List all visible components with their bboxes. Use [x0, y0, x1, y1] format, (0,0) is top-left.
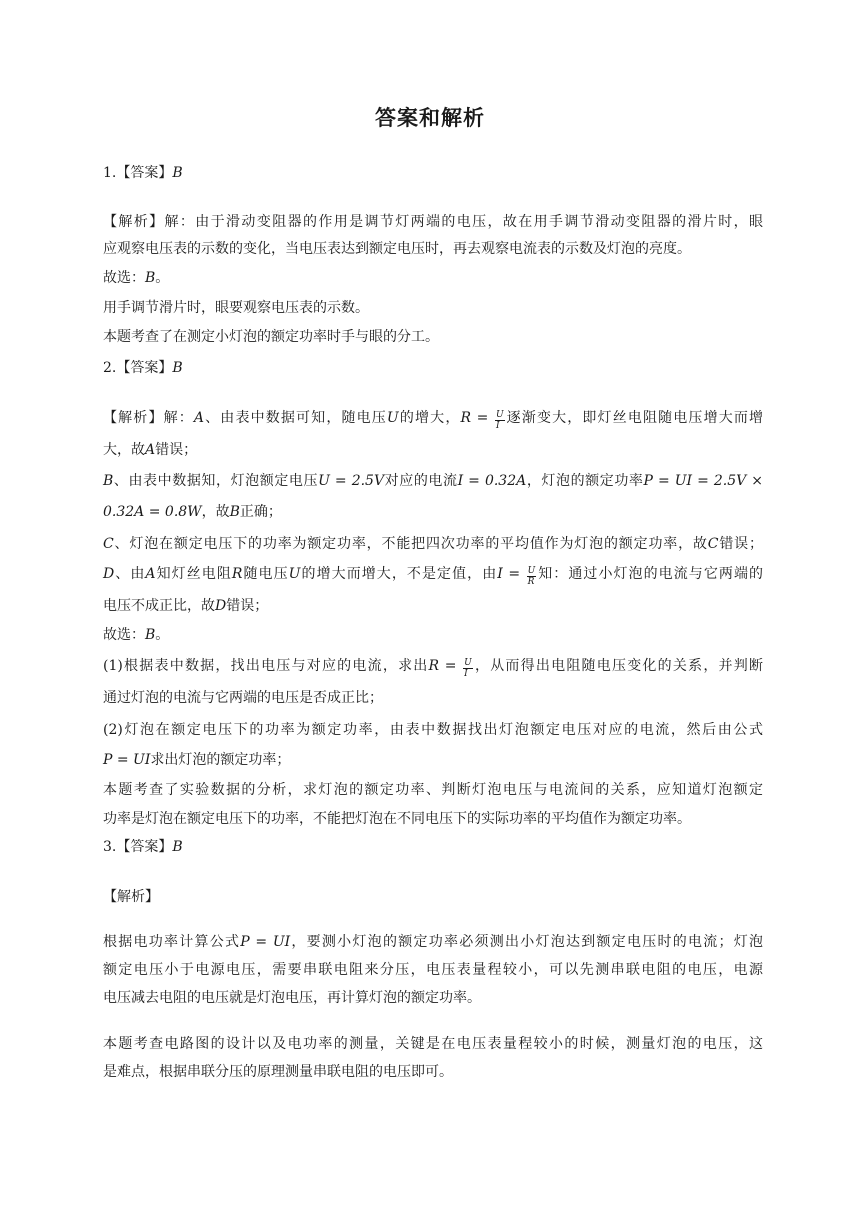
q1-answer-line	[103, 163, 763, 183]
q2-point-1-line-2: 通过灯泡的电流与它两端的电压是否成正比；	[103, 690, 383, 706]
q2-analysis-a-line-1: 【解析】解：A、由表中数据可知，随电压U的增大，R = $\frac{U}{I}$ 逐渐变大，即灯丝电阻随电压增大而增	[103, 410, 764, 431]
q3-analysis-line-3: 电压减去电阻的电压就是灯泡电压，再计算灯泡的额定功率。	[103, 990, 481, 1006]
q1-choose-line: 故选：B。	[103, 270, 170, 286]
q1-analysis-label: 【解析】	[103, 214, 165, 230]
q2-analysis-label: 【解析】	[103, 410, 164, 426]
page-title: 答案和解析	[375, 106, 485, 130]
q2-point-2-line-1: (2)灯泡在额定电压下的功率为额定功率，由表中数据找出灯泡额定电压对应的电流，然后由公式	[103, 722, 763, 738]
q2-point-1-line-1: (1)根据表中数据，找出电压与对应的电流，求出R = $\frac{U}{I}$ ，从而得出电阻随电压变化的关系，并判断	[103, 658, 763, 679]
fraction-u-over-i: $\frac{U}{I}$	[495, 410, 504, 431]
q1-answer-label: 1.【答案】	[103, 165, 173, 181]
fraction-u-over-r: $\frac{U}{R}$	[527, 566, 536, 587]
q3-analysis-line-2: 额定电压小于电源电压，需要串联电阻来分压，电压表量程较小，可以先测串联电阻的电压，电源	[103, 962, 763, 978]
q3-answer: B	[172, 839, 183, 855]
q3-summary-line-1: 本题考查电路图的设计以及电功率的测量，关键是在电压表量程较小的时候，测量灯泡的电压，这	[103, 1036, 763, 1052]
q3-analysis-label: 【解析】	[103, 889, 159, 905]
q2-summary-line-2: 功率是灯泡在额定电压下的功率，不能把灯泡在不同电压下的实际功率的平均值作为额定功率。	[103, 811, 691, 827]
q3-answer-label: 3.【答案】	[103, 839, 173, 855]
q2-point-2-line-2: P = UI求出灯泡的额定功率；	[103, 752, 291, 768]
q3-summary-line-2: 是难点，根据串联分压的原理测量串联电阻的电压即可。	[103, 1064, 453, 1080]
q2-analysis-d-line-1: D、由A知灯丝电阻R随电压U的增大而增大，不是定值，由I = $\frac{U}{R}$ 知：通过小灯泡的电流与它两端的	[103, 566, 764, 587]
q2-summary-line-1: 本题考查了实验数据的分析，求灯泡的额定功率、判断灯泡电压与电流间的关系，应知道灯泡额定	[103, 782, 763, 798]
q1-analysis-line-1: 【解析】解：由于滑动变阻器的作用是调节灯两端的电压，故在用手调节滑动变阻器的滑片时，眼	[103, 214, 764, 230]
q1-answer: B	[172, 165, 183, 181]
q2-analysis-c-line: C、灯泡在额定电压下的功率为额定功率，不能把四次功率的平均值作为灯泡的额定功率，故C错误；	[103, 536, 764, 552]
q2-answer-line	[103, 358, 763, 378]
q2-analysis-b-line-1: B、由表中数据知，灯泡额定电压U = 2.5V对应的电流I = 0.32A，灯泡的额定功率P = UI = 2.5V ×	[103, 473, 764, 489]
q2-choose-line: 故选：B。	[103, 627, 170, 643]
q3-answer-line	[103, 837, 763, 857]
q2-analysis-d-line-2: 电压不成正比，故D错误；	[103, 598, 269, 614]
q2-answer-label: 2.【答案】	[103, 360, 173, 376]
q1-point: 用手调节滑片时，眼要观察电压表的示数。	[103, 300, 369, 316]
q3-analysis-line-1: 根据电功率计算公式P = UI，要测小灯泡的额定功率必须测出小灯泡达到额定电压时的电流；灯泡	[103, 934, 764, 950]
q2-answer: B	[172, 360, 183, 376]
q1-summary: 本题考查了在测定小灯泡的额定功率时手与眼的分工。	[103, 329, 439, 345]
q2-analysis-a-line-2: 大，故A错误；	[103, 442, 198, 458]
q1-analysis-line-2: 应观察电压表的示数的变化，当电压表达到额定电压时，再去观察电流表的示数及灯泡的亮度。	[103, 241, 691, 257]
q2-analysis-b-line-2: 0.32A = 0.8W，故B正确；	[103, 504, 282, 520]
fraction-u-over-i-2: $\frac{U}{I}$	[464, 658, 472, 679]
